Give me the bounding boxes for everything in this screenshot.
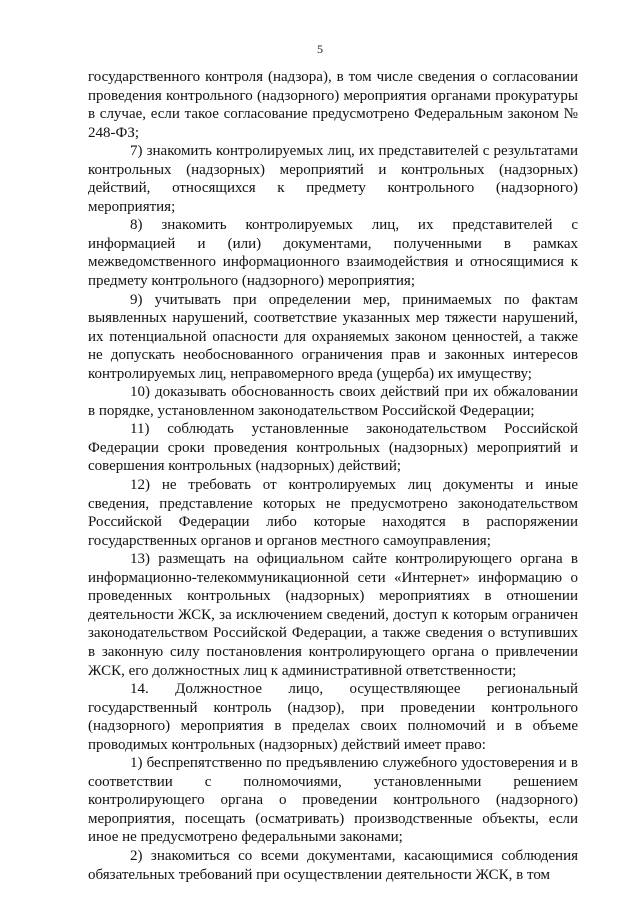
paragraph-item-9: 9) учитывать при определении мер, принимаемых по фактам выявленных нарушений, соответствие указанных мер тяжести нарушений, их потенциальной опасности для охраняемых законом ценностей, а также не допускать необоснованного ограничения прав и законных интересов контролируемых лиц, неправомерного вреда (ущерба) их имуществу;	[88, 291, 578, 382]
paragraph-right-2: 2) знакомиться со всеми документами, касающимися соблюдения обязательных требований при осуществлении деятельности ЖСК, в том	[88, 847, 578, 883]
paragraph-item-13: 13) размещать на официальном сайте контролирующего органа в информационно-телекоммуникационной сети «Интернет» информацию о проведенных контрольных (надзорных) мероприятиях в отношении деятельности ЖСК, за исключением сведений, доступ к которым ограничен законодательством Российской Федерации, а также сведения о вступивших в законную силу постановления контролирующего органа о привлечении ЖСК, его должностных лиц к административной ответственности;	[88, 551, 578, 679]
paragraph-continuation: государственного контроля (надзора), в том числе сведения о согласовании проведения контрольного (надзорного) мероприятия органами прокуратуры в случае, если такое согласование предусмотрено Федеральным законом № 248-ФЗ;	[88, 69, 578, 141]
paragraph-section-14: 14. Должностное лицо, осуществляющее региональный государственный контроль (надзор), при проведении контрольного (надзорного) мероприятия в пределах своих полномочий и в объеме проводимых контрольных (надзорных) действий имеет право:	[88, 681, 578, 753]
paragraph-item-7: 7) знакомить контролируемых лиц, их представителей с результатами контрольных (надзорных) мероприятий и контрольных (надзорных) действий, относящихся к предмету контрольного (надзорного) мероприятия;	[88, 143, 578, 215]
page-number: 5	[317, 42, 323, 56]
paragraph-item-12: 12) не требовать от контролируемых лиц документы и иные сведения, представление которых не предусмотрено законодательством Российской Федерации либо которые находятся в распоряжении государственных органов и органов местного самоуправления;	[88, 477, 578, 549]
paragraph-item-8: 8) знакомить контролируемых лиц, их представителей с информацией и (или) документами, полученными в рамках межведомственного информационного взаимодействия и относящимися к предмету контрольного (надзорного) мероприятия;	[88, 217, 578, 290]
paragraph-item-10: 10) доказывать обоснованность своих действий при их обжаловании в порядке, установленном законодательством Российской Федерации;	[88, 384, 578, 419]
paragraph-item-11: 11) соблюдать установленные законодательством Российской Федерации сроки проведения контрольных (надзорных) мероприятий и совершения контрольных (надзорных) действий;	[88, 421, 578, 475]
paragraph-right-1: 1) беспрепятственно по предъявлению служебного удостоверения и в соответствии с полномочиями, установленными решением контролирующего органа о проведении контрольного (надзорного) мероприятия, посещать (осматривать) производственные объекты, если иное не предусмотрено федеральными законами;	[88, 755, 578, 846]
document-body	[88, 68, 578, 884]
